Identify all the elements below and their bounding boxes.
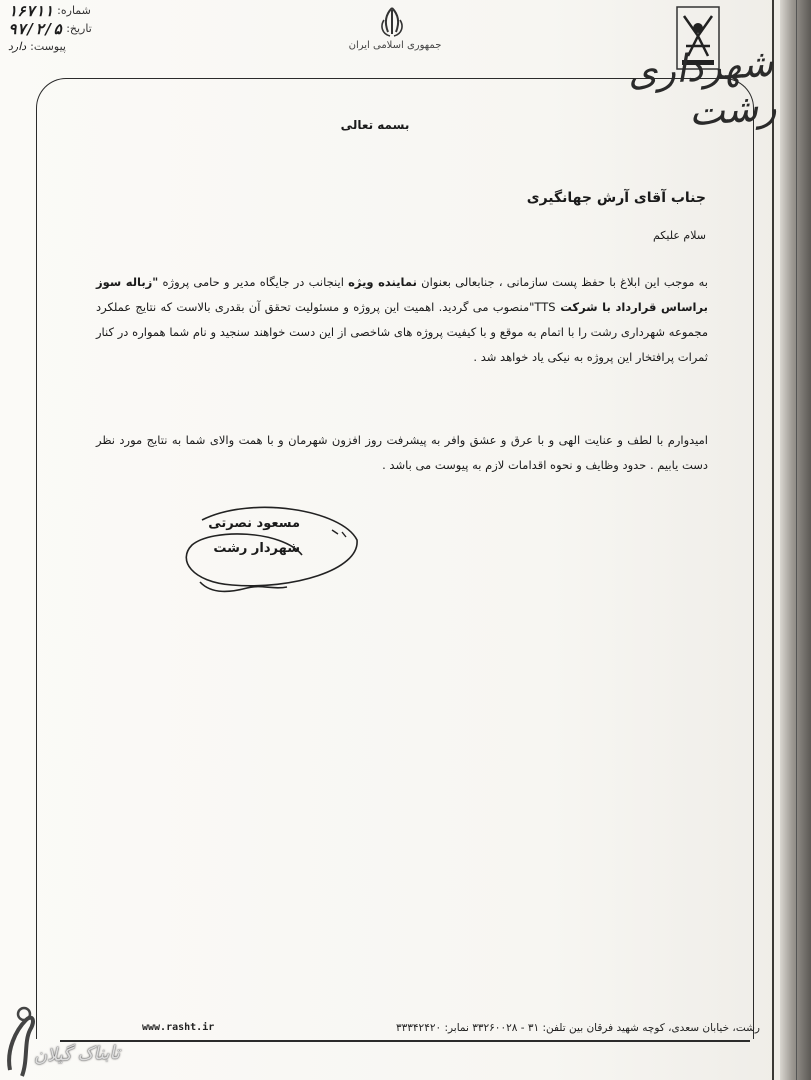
body-paragraph-2: امیدوارم با لطف و عنایت الهی و با عرق و عشق وافر به پیشرفت روز افزون شهرمان و با همت والای شما به نتایج مورد نظر دست یابیم . حدود وظایف و نحوه اقدامات لازم به پیوست می باشد . bbox=[96, 433, 708, 472]
paragraph-text: اینجانب در جایگاه مدیر و حامی پروژه bbox=[158, 275, 349, 289]
letter-date: ۹۷/۲/۵ bbox=[8, 20, 63, 38]
meta-label: شماره: bbox=[57, 4, 91, 17]
meta-label: پیوست: bbox=[30, 40, 66, 53]
meta-label: تاریخ: bbox=[66, 22, 92, 35]
letter-number: ۱۶۷۱۱ bbox=[8, 2, 54, 20]
signer-name: مسعود نصرتی bbox=[208, 516, 300, 531]
recipient-line: جناب آقای آرش جهانگیری bbox=[526, 190, 706, 206]
meta-date-row bbox=[8, 20, 183, 38]
iran-emblem-icon bbox=[372, 4, 412, 44]
invocation: بسمه تعالی bbox=[340, 118, 410, 132]
greeting: سلام علیکم bbox=[652, 229, 706, 242]
letterhead-frame bbox=[36, 78, 754, 1039]
letter-attachment: دارد bbox=[8, 40, 27, 53]
meta-number-row bbox=[8, 2, 183, 20]
emblem-caption: جمهوری اسلامی ایران bbox=[348, 40, 442, 51]
footer-website: www.rasht.ir bbox=[142, 1022, 215, 1033]
page-edge-line bbox=[772, 0, 774, 1080]
body-paragraph-1 bbox=[96, 270, 708, 370]
footer-address: رشت، خیابان سعدی، کوچه شهید فرقان بین تلفن: ۳۱ - ۳۳۲۶۰۰۲۸ نمابر: ۳۳۳۴۲۴۲۰ bbox=[396, 1022, 760, 1034]
paragraph-text: به موجب این ابلاغ با حفظ پست سازمانی ، جنابعالی بعنوان bbox=[416, 275, 708, 289]
bold-phrase: "زباله سوز براساس قرارداد با شرکت bbox=[96, 275, 708, 314]
meta-attachment-row bbox=[8, 38, 183, 56]
brand-wordmark: شهرداری رشت bbox=[626, 40, 778, 135]
footer-divider bbox=[60, 1040, 750, 1042]
paragraph-text: TTS"منصوب می گردید. اهمیت این پروژه و مسئولیت تحقق آن بقدری بالاست که نتایج عملکرد مجموعه شهرداری رشت را با اتمام به موقع و با کیفیت پروژه های شاخصی از این دست خواهند سنجید و نام شما همواره در کنار ثمرات پرافتخار این پروژه به نیکی یاد خواهد شد . bbox=[96, 300, 708, 364]
letter-meta bbox=[8, 2, 183, 56]
page-edge-line bbox=[796, 0, 797, 1080]
bold-phrase: نماینده ویژه bbox=[348, 275, 417, 289]
signer-title: شهردار رشت bbox=[213, 541, 300, 556]
watermark-logo-icon bbox=[2, 1000, 122, 1080]
watermark-text: تابناک گیلان bbox=[33, 1042, 121, 1067]
